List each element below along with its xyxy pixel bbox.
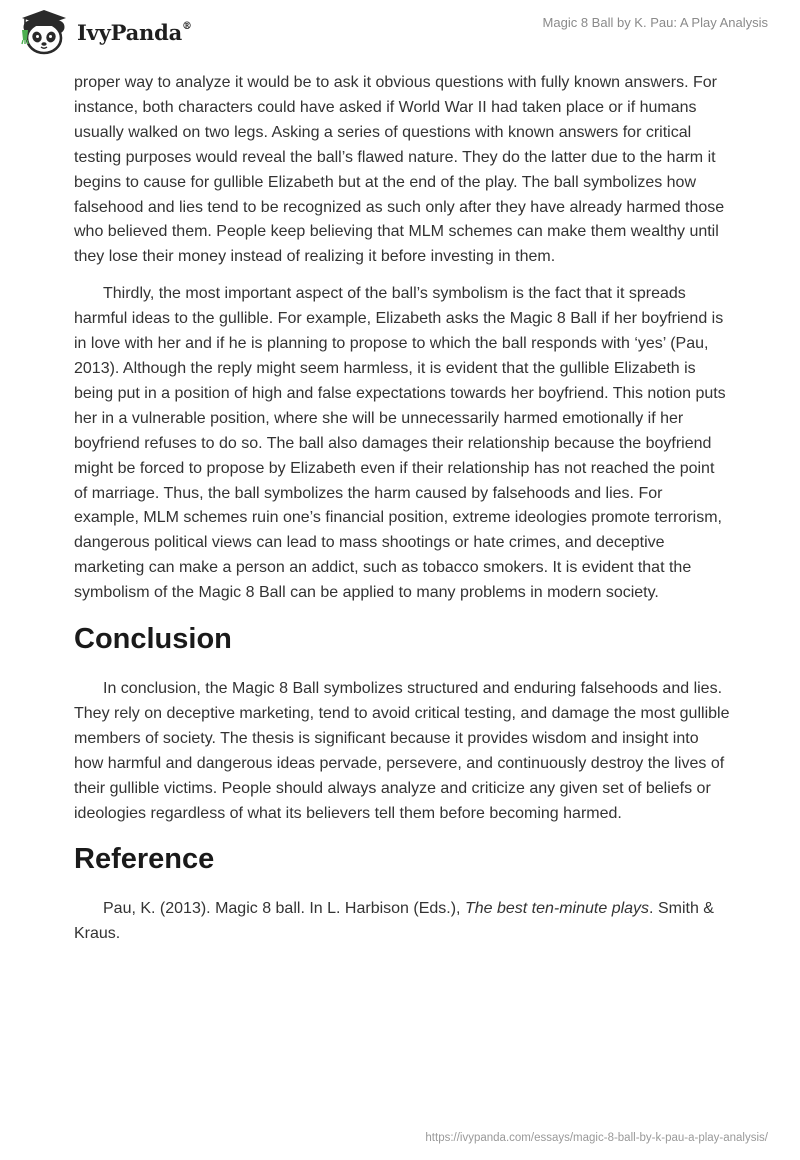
reference-heading: Reference [74,843,215,876]
reference-book-title: The best ten-minute plays [464,900,650,918]
reference-entry [74,897,730,947]
document-title: Magic 8 Ball by K. Pau: A Play Analysis [542,15,768,30]
paragraph-continuation: proper way to analyze it would be to ask it obvious questions with fully known answers. For instance, both characters could have asked if World War II had taken place or if humans usually walked on two legs. Asking a series of questions with known answers for critical testing purposes would reveal the ball’s flawed nature. They do the latter due to the harm it begins to cause for gullible Elizabeth but at the end of the play. The ball symbolizes how falsehood and lies tend to be recognized as such only after they have already harmed those who believed them. People keep believing that MLM schemes can make them wealthy until they lose their money instead of realizing it before investing in them. [74,74,725,266]
panda-graduation-cap-icon [14,9,74,55]
ivypanda-logo[interactable] [14,9,192,55]
brand-name: IvyPanda® [77,19,192,45]
page-header [0,0,800,64]
reference-text: Pau, K. (2013). Magic 8 ball. In L. Harbison (Eds.), [103,900,465,918]
registered-mark: ® [182,20,192,32]
conclusion-heading: Conclusion [74,623,232,656]
source-url-link[interactable]: https://ivypanda.com/essays/magic-8-ball-by-k-pau-a-play-analysis/ [425,1132,768,1144]
reference-publisher: . Smith & Kraus. [74,900,714,943]
conclusion-paragraph: In conclusion, the Magic 8 Ball symbolizes structured and enduring falsehoods and lies. They rely on deceptive marketing, tend to avoid critical testing, and damage the most gullible members of society. The thesis is significant because it provides wisdom and insight into how harmful and dangerous ideas pervade, persevere, and continuously destroy the lives of their gullible victims. People should always analyze and criticize any given set of beliefs or ideologies regardless of what its believers tell them before becoming harmed. [74,680,730,822]
essay-content [74,71,730,947]
paragraph-thirdly: Thirdly, the most important aspect of the ball’s symbolism is the fact that it spreads harmful ideas to the gullible. For example, Elizabeth asks the Magic 8 Ball if her boyfriend is in love with her and if he is planning to propose to which the ball responds with ‘yes’ (Pau, 2013). Although the reply might seem harmless, it is evident that the gullible Elizabeth is being put in a position of high and false expectations towards her boyfriend. This notion puts her in a vulnerable position, where she will be unnecessarily harmed emotionally if her boyfriend refuses to do so. The ball also damages their relationship because the boyfriend might be forced to propose by Elizabeth even if their relationship has not reached the point of marriage. Thus, the ball symbolizes the harm caused by falsehoods and lies. For example, MLM schemes ruin one’s financial position, extreme ideologies promote terrorism, dangerous political views can lead to mass shootings or hate crimes, and deceptive marketing can make a person an addict, such as tobacco smokers. It is evident that the symbolism of the Magic 8 Ball can be applied to many problems in modern society. [74,285,726,602]
